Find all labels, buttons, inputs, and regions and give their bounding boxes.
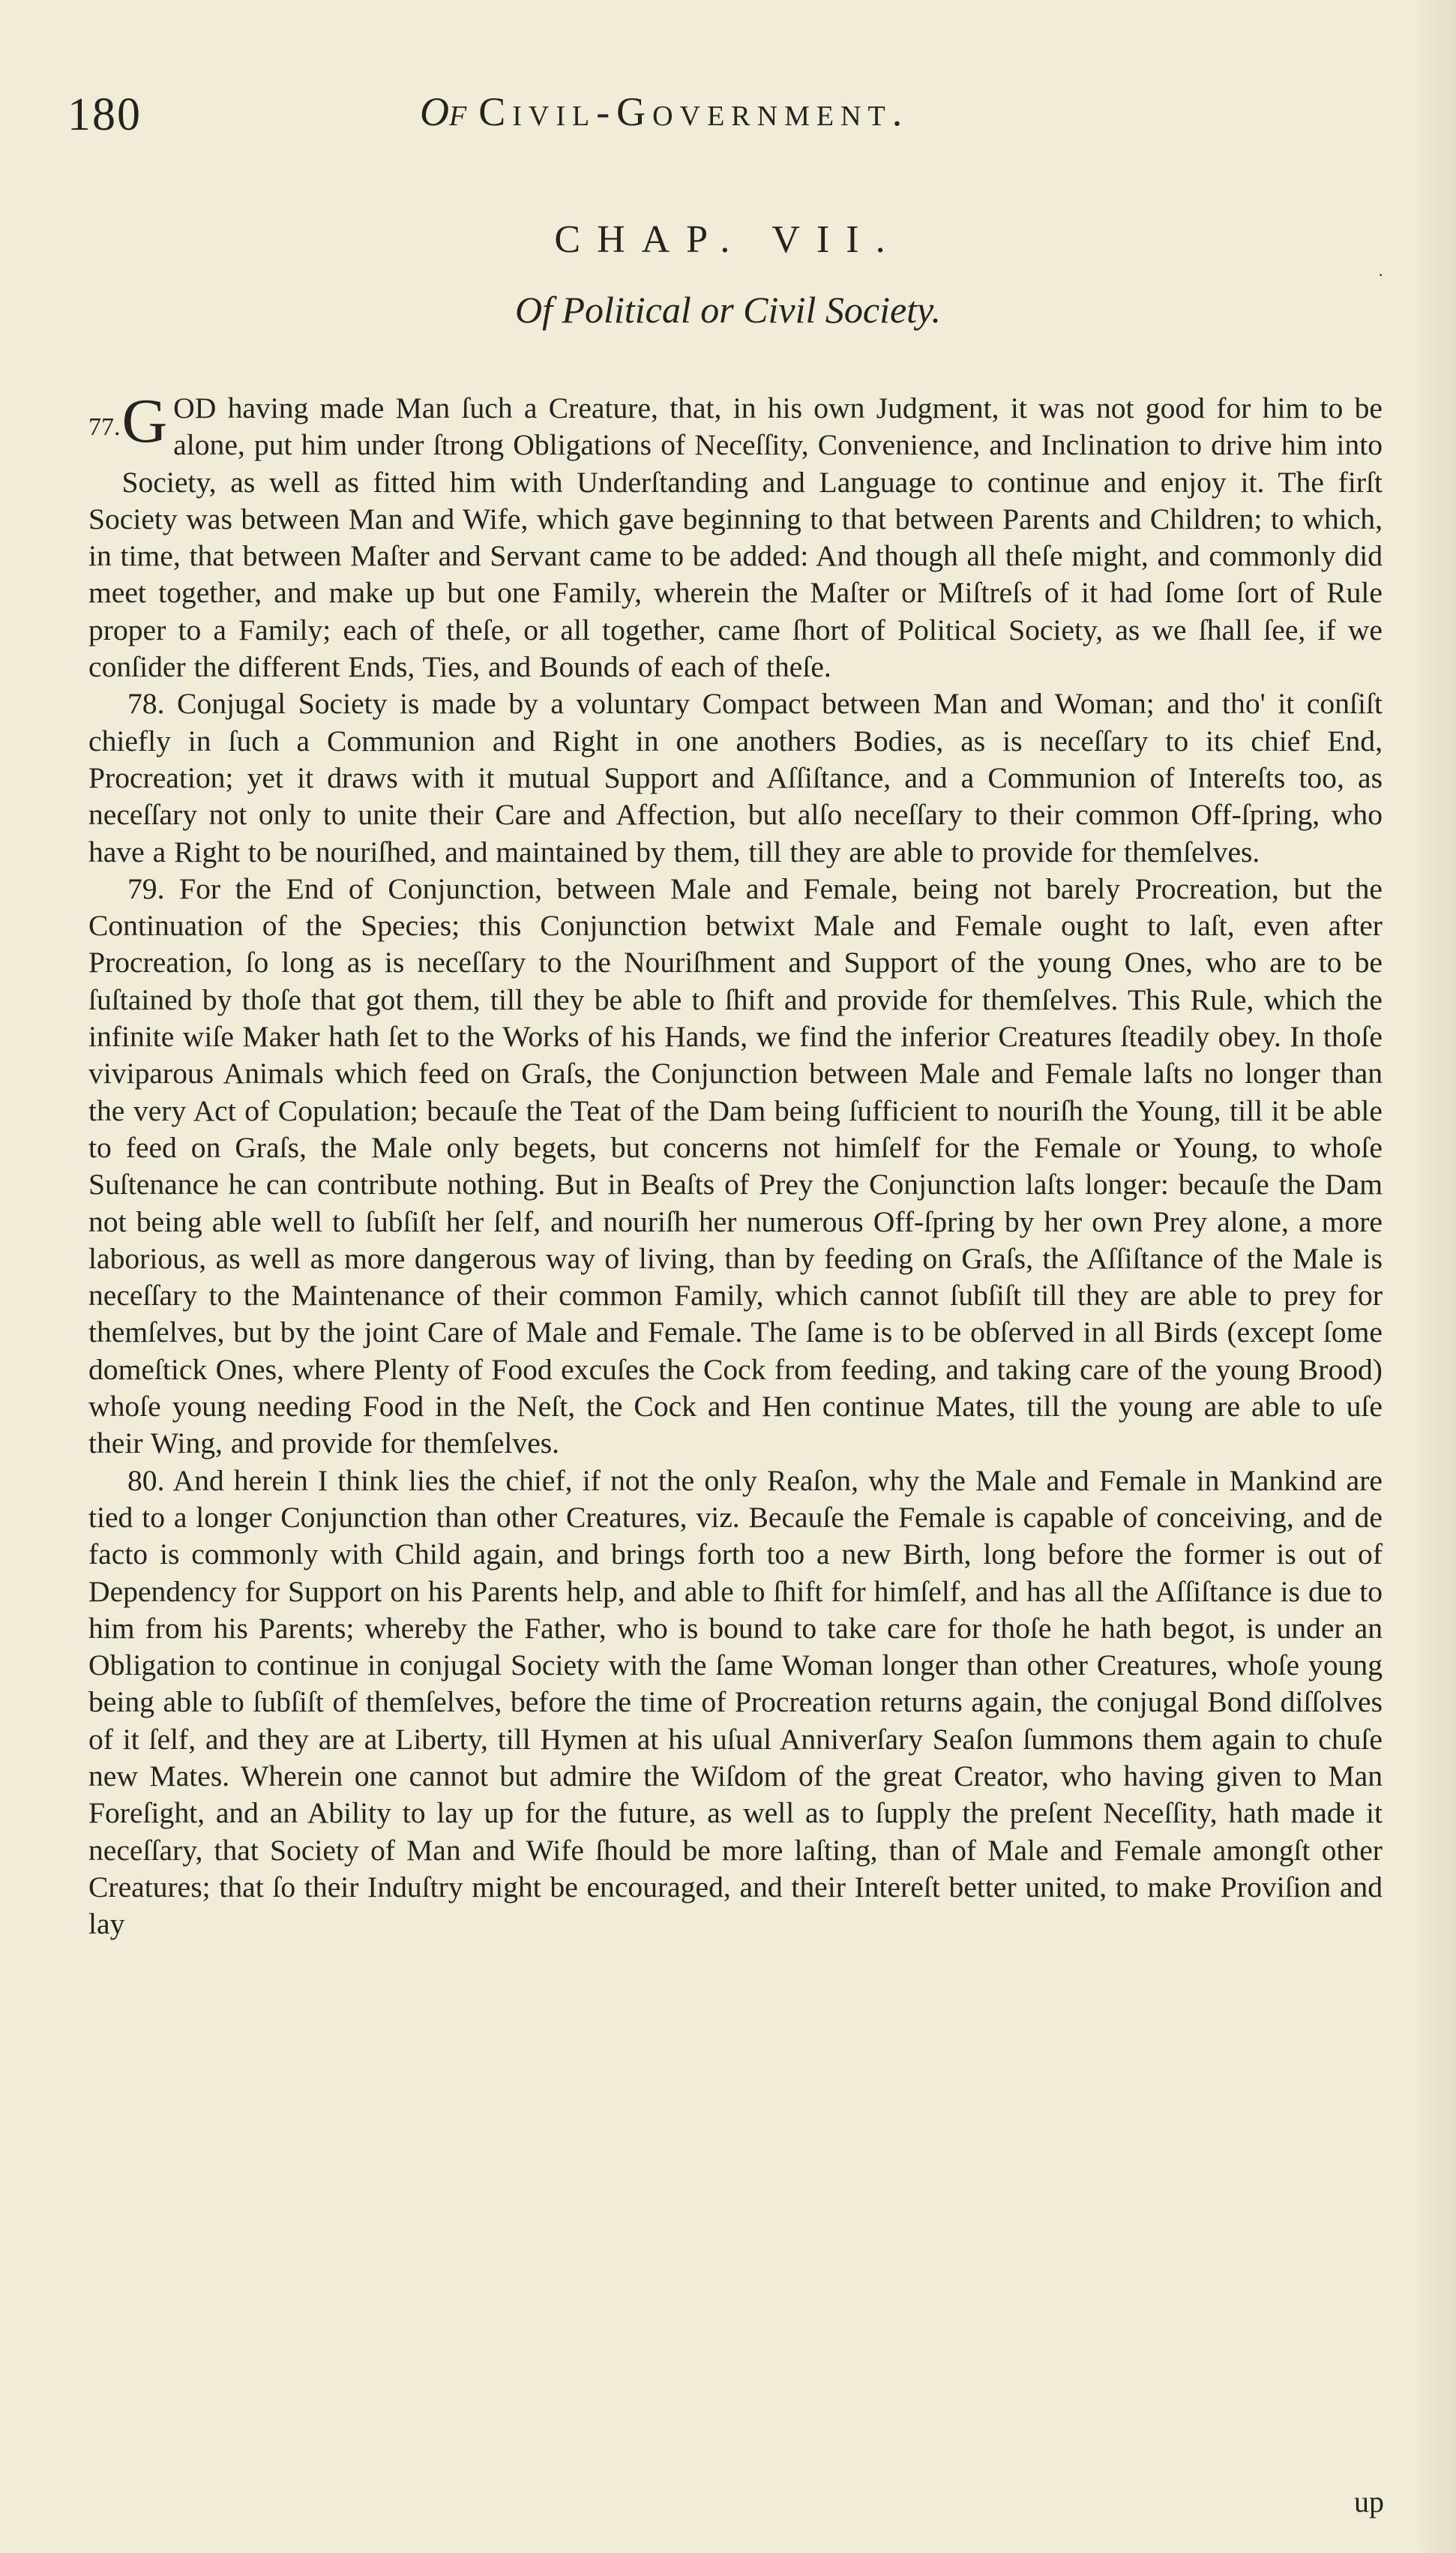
running-title: [420, 88, 909, 135]
paragraph-text: Conjugal Society is made by a voluntary Compact between Man and Woman; and tho' it conſiſt chiefly in ſuch a Communion and Right in one anothers Bodies, as is neceſſary to its chief End, Procreation; yet it draws with it mutual Support and Aſſiſtance, and a Communion of Intereſts too, as neceſſary not only to unite their Care and Affection, but alſo neceſſary to their common Off-ſpring, who have a Right to be nouriſhed, and maintained by them, till they are able to provide for themſelves.: [88, 687, 1383, 868]
ink-speck: ·: [1378, 266, 1384, 284]
paragraph-text: And herein I think lies the chief, if not the only Reaſon, why the Male and Female in Mankind are tied to a longer Conjunction than other Creatures, viz. Becauſe the Female is capable of conceiving, and de facto is commonly with Child again, and brings forth too a new Birth, long before the former is out of Dependency for Support on his Parents help, and able to ſhift for himſelf, and has all the Aſſiſtance is due to him from his Parents; whereby the Father, who is bound to take care for thoſe he hath begot, is under an Obligation to continue in conjugal Society with the ſame Woman longer than other Creatures, whoſe young being able to ſubſiſt of themſelves, before the time of Procreation returns again, the conjugal Bond diſſolves of it ſelf, and they are at Liberty, till Hymen at his uſual Anniverſary Seaſon ſummons them again to chuſe new Mates. Wherein one cannot but admire the Wiſdom of the great Creator, who having given to Man Foreſight, and an Ability to lay up for the future, as well as to ſupply the preſent Neceſſity, hath made it neceſſary, that Society of Man and Wife ſhould be more laſting, than of Male and Female amongſt other Creatures; that ſo their Induſtry might be encouraged, and their Intereſt better united, to make Proviſion and lay: [88, 1463, 1383, 1941]
paragraph-number: 78.: [127, 687, 165, 721]
paragraph-number: 79.: [127, 872, 165, 905]
drop-cap: G: [121, 386, 168, 456]
paragraph-80: [88, 1462, 1383, 1943]
paragraph-text: OD having made Man ſuch a Creature, that, in his own Judgment, it was not good for him to be alone, put him under ſtrong Obligations of Neceſſity, Convenience, and Inclination to drive him into Society, as well as fitted him with Underſtanding and Language to continue and enjoy it. The firſt Society was between Man and Wife, which gave beginning to that between Parents and Children; to which, in time, that between Maſter and Servant came to be added: And though all theſe might, and commonly did meet together, and make up but one Family, wherein the Maſter or Miſtreſs of it had ſome ſort of Rule proper to a Family; each of theſe, or all together, came ſhort of Political Society, as we ſhall ſee, if we conſider the different Ends, Ties, and Bounds of each of theſe.: [88, 392, 1383, 684]
body-text: [88, 386, 1383, 1942]
chapter-number: CHAP. VII.: [554, 218, 902, 261]
paragraph-number: 77.: [88, 413, 121, 441]
catchword: up: [1354, 2485, 1384, 2518]
paragraph-77: [88, 386, 1383, 686]
running-title-text: Civil-Government.: [478, 89, 909, 134]
running-head: [67, 88, 1387, 156]
chapter-title: Of Political or Civil Society.: [515, 289, 941, 331]
paragraph-79: [88, 871, 1383, 1462]
page-edge-shading: [1411, 0, 1456, 2553]
paragraph-number: 80.: [127, 1463, 165, 1497]
running-title-of: Of: [420, 89, 467, 134]
paragraph-78: [88, 686, 1383, 870]
paragraph-text: For the End of Conjunction, between Male and Female, being not barely Procreation, but the Continuation of the Species; this Conjunction betwixt Male and Female ought to laſt, even after Procreation, ſo long as is neceſſary to the Nouriſhment and Support of the young Ones, who are to be ſuſtained by thoſe that got them, till they be able to ſhift and provide for themſelves. This Rule, which the infinite wiſe Maker hath ſet to the Works of his Hands, we find the inferior Creatures ſteadily obey. In thoſe viviparous Animals which feed on Graſs, the Conjunction between Male and Female laſts no longer than the very Act of Copulation; becauſe the Teat of the Dam being ſufficient to nouriſh the Young, till it be able to feed on Graſs, the Male only begets, but concerns not himſelf for the Female or Young, to whoſe Suſtenance he can contribute nothing. But in Beaſts of Prey the Conjunction laſts longer: becauſe the Dam not being able well to ſubſiſt her ſelf, and nouriſh her numerous Off-ſpring by her own Prey alone, a more laborious, as well as more dangerous way of living, than by feeding on Graſs, the Aſſiſtance of the Male is neceſſary to the Maintenance of their common Family, which cannot ſubſiſt till they are able to prey for themſelves, but by the joint Care of Male and Female. The ſame is to be obſerved in all Birds (except ſome domeſtick Ones, where Plenty of Food excuſes the Cock from feeding, and taking care of the young Brood) whoſe young needing Food in the Neſt, the Cock and Hen continue Mates, till the young are able to uſe their Wing, and provide for themſelves.: [88, 872, 1383, 1460]
page-number: 180: [67, 89, 142, 140]
